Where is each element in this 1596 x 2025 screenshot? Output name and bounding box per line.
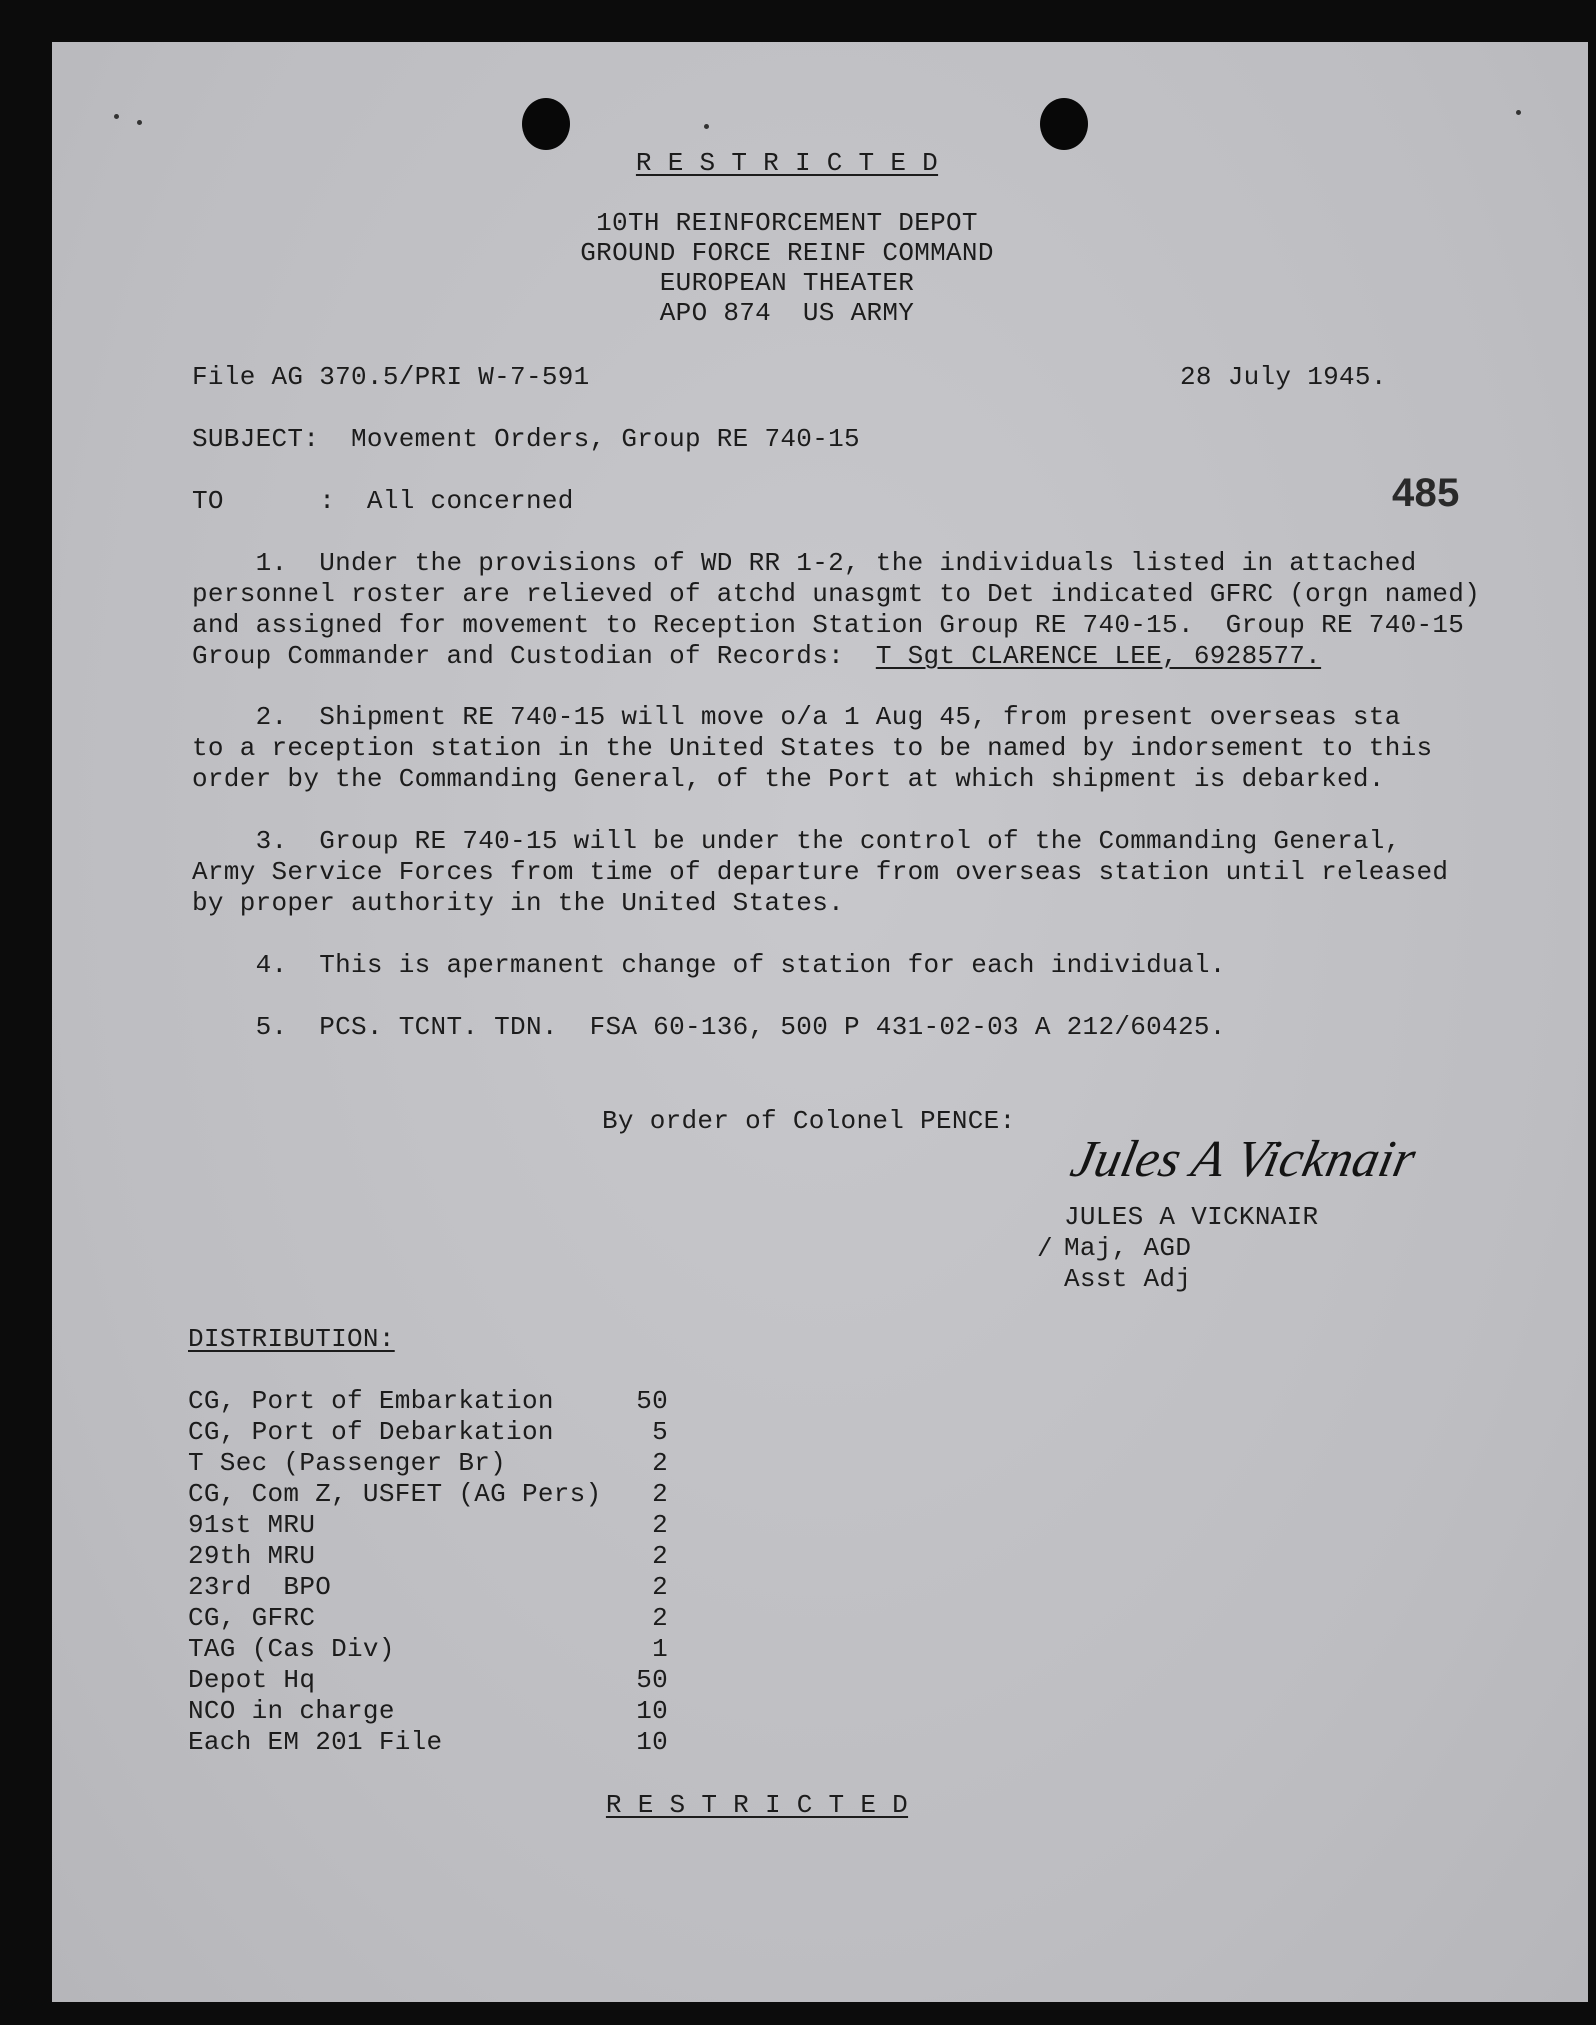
distribution-copies: 2 xyxy=(652,1541,668,1571)
paragraph-1-line-1: 1. Under the provisions of WD RR 1-2, the individuals listed in attached xyxy=(192,548,1417,578)
speck xyxy=(1516,110,1521,115)
paragraph-3-line-2: Army Service Forces from time of departure from overseas station until released xyxy=(192,857,1449,887)
distribution-recipient: 29th MRU xyxy=(188,1541,316,1571)
paragraph-2-line-1: 2. Shipment RE 740-15 will move o/a 1 Aug 45, from present overseas sta xyxy=(192,702,1401,732)
distribution-recipient: 23rd BPO xyxy=(188,1572,332,1602)
paragraph-3-line-1: 3. Group RE 740-15 will be under the control of the Commanding General, xyxy=(192,826,1401,856)
distribution-copies: 50 xyxy=(636,1665,668,1695)
distribution-recipient: CG, GFRC xyxy=(188,1603,316,1633)
classification-header: R E S T R I C T E D xyxy=(635,148,939,178)
distribution-copies: 2 xyxy=(652,1448,668,1478)
custodian-label: Group Commander and Custodian of Records: xyxy=(192,641,876,671)
distribution-copies: 2 xyxy=(652,1603,668,1633)
org-line-3: EUROPEAN THEATER xyxy=(659,268,915,298)
distribution-recipient: T Sec (Passenger Br) xyxy=(188,1448,507,1478)
distribution-copies: 50 xyxy=(636,1386,668,1416)
paragraph-4: 4. This is apermanent change of station for each individual. xyxy=(192,950,1226,980)
distribution-recipient: CG, Com Z, USFET (AG Pers) xyxy=(188,1479,602,1509)
distribution-copies: 5 xyxy=(652,1417,668,1447)
org-line-2: GROUND FORCE REINF COMMAND xyxy=(580,238,994,268)
distribution-recipient: CG, Port of Debarkation xyxy=(188,1417,554,1447)
paragraph-2-line-3: order by the Commanding General, of the Port at which shipment is debarked. xyxy=(192,764,1385,794)
speck xyxy=(114,114,119,119)
paragraph-1-line-3: and assigned for movement to Reception Station Group RE 740-15. Group RE 740-15 xyxy=(192,610,1465,640)
paragraph-3-line-3: by proper authority in the United States. xyxy=(192,888,845,918)
org-line-1: 10TH REINFORCEMENT DEPOT xyxy=(596,208,978,238)
paragraph-2-line-2: to a reception station in the United States to be named by indorsement to this xyxy=(192,733,1433,763)
speck xyxy=(704,124,709,129)
signer-name: JULES A VICKNAIR xyxy=(1064,1202,1319,1232)
distribution-copies: 10 xyxy=(636,1696,668,1726)
signer-rank: Maj, AGD xyxy=(1064,1233,1192,1263)
document-date: 28 July 1945. xyxy=(1180,362,1387,392)
distribution-copies: 2 xyxy=(652,1572,668,1602)
punch-hole-left xyxy=(522,98,570,150)
distribution-recipient: Depot Hq xyxy=(188,1665,316,1695)
classification-footer: R E S T R I C T E D xyxy=(605,1790,909,1820)
distribution-heading: DISTRIBUTION: xyxy=(188,1324,395,1354)
distribution-copies: 2 xyxy=(652,1510,668,1540)
paragraph-5: 5. PCS. TCNT. TDN. FSA 60-136, 500 P 431-02-03 A 212/60425. xyxy=(192,1012,1226,1042)
to-line: TO : All concerned xyxy=(192,486,574,516)
by-order-line: By order of Colonel PENCE: xyxy=(602,1106,1016,1136)
custodian-name: T Sgt CLARENCE LEE, 6928577. xyxy=(875,641,1322,671)
document-page xyxy=(52,42,1588,2002)
page-number-stamp: 485 xyxy=(1392,471,1460,515)
paragraph-1-line-2: personnel roster are relieved of atchd unasgmt to Det indicated GFRC (orgn named) xyxy=(192,579,1481,609)
distribution-recipient: 91st MRU xyxy=(188,1510,316,1540)
distribution-recipient: TAG (Cas Div) xyxy=(188,1634,395,1664)
speck xyxy=(137,120,142,125)
paragraph-1-line-4 xyxy=(192,641,1321,672)
signature-stroke: / xyxy=(1037,1234,1053,1264)
distribution-recipient: CG, Port of Embarkation xyxy=(188,1386,554,1416)
distribution-recipient: NCO in charge xyxy=(188,1696,395,1726)
distribution-copies: 2 xyxy=(652,1479,668,1509)
signer-title: Asst Adj xyxy=(1064,1264,1192,1294)
punch-hole-right xyxy=(1040,98,1088,150)
subject-line: SUBJECT: Movement Orders, Group RE 740-15 xyxy=(192,424,860,454)
distribution-recipient: Each EM 201 File xyxy=(188,1727,443,1757)
file-reference: File AG 370.5/PRI W-7-591 xyxy=(192,362,590,392)
distribution-copies: 1 xyxy=(652,1634,668,1664)
handwritten-signature: Jules A Vicknair xyxy=(1065,1131,1421,1188)
org-line-4: APO 874 US ARMY xyxy=(659,298,915,328)
distribution-copies: 10 xyxy=(636,1727,668,1757)
